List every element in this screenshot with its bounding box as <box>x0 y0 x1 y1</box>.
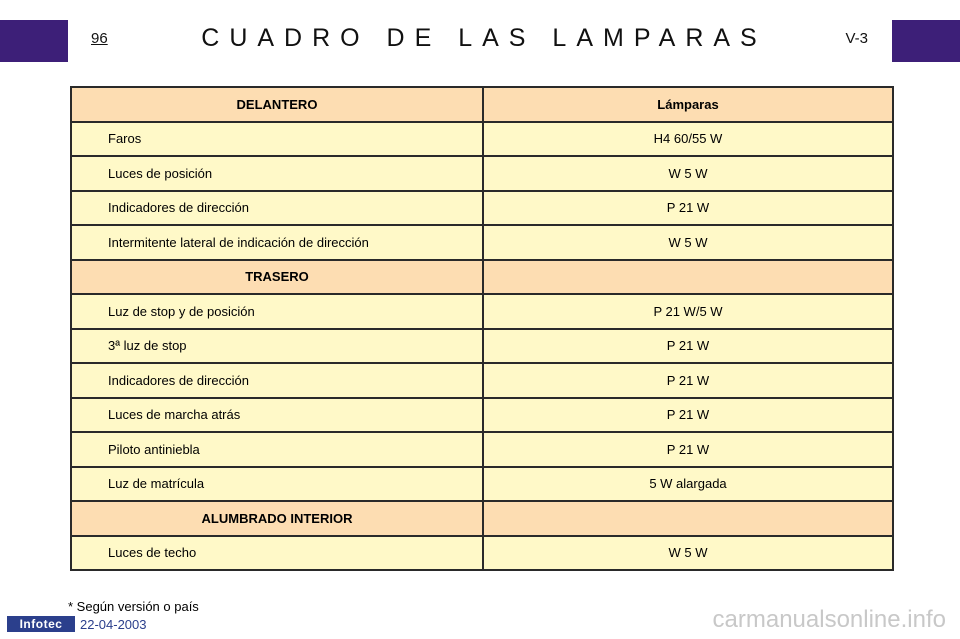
section-label <box>71 260 483 295</box>
page-title: CUADRO DE LAS LAMPARAS <box>201 24 767 52</box>
table-row <box>71 329 893 364</box>
lamp-type: P 21 W/5 W <box>483 294 893 329</box>
table-row <box>71 432 893 467</box>
table-row <box>71 398 893 433</box>
section-empty-cell <box>483 501 893 536</box>
edition-date: 22-04-2003 <box>80 617 147 632</box>
lamp-name: Luces de posición <box>71 156 483 191</box>
lamp-table <box>70 86 894 571</box>
lamp-type: W 5 W <box>483 225 893 260</box>
infotec-logo: Infotec <box>7 616 75 632</box>
lamp-type: P 21 W <box>483 363 893 398</box>
table-row <box>71 191 893 226</box>
lamp-name: Intermitente lateral de indicación de dirección <box>71 225 483 260</box>
lamp-name: Luz de stop y de posición <box>71 294 483 329</box>
section-label-text: ALUMBRADO INTERIOR <box>201 510 353 526</box>
page-number: 96 <box>91 30 108 47</box>
table-row <box>71 156 893 191</box>
lamp-name: Luces de techo <box>71 536 483 571</box>
lamp-type: P 21 W <box>483 191 893 226</box>
watermark: carmanualsonline.info <box>712 606 946 633</box>
section-code: V-3 <box>845 30 868 47</box>
lamp-type: P 21 W <box>483 398 893 433</box>
table-row <box>71 467 893 502</box>
table-row <box>71 294 893 329</box>
lamp-name: Faros <box>71 122 483 157</box>
table-row <box>71 225 893 260</box>
header-col1: DELANTERO <box>71 87 483 122</box>
lamp-name: Luz de matrícula <box>71 467 483 502</box>
section-label-text: TRASERO <box>245 269 309 285</box>
section-row-rear <box>71 260 893 295</box>
lamp-type: W 5 W <box>483 156 893 191</box>
table-row <box>71 122 893 157</box>
section-row-interior <box>71 501 893 536</box>
section-label <box>71 501 483 536</box>
header-col2: Lámparas <box>483 87 893 122</box>
lamp-name: Piloto antiniebla <box>71 432 483 467</box>
lamp-name: Luces de marcha atrás <box>71 398 483 433</box>
section-empty-cell <box>483 260 893 295</box>
lamp-type: P 21 W <box>483 329 893 364</box>
lamp-type: W 5 W <box>483 536 893 571</box>
table-row <box>71 363 893 398</box>
lamp-name: 3ª luz de stop <box>71 329 483 364</box>
lamp-type: 5 W alargada <box>483 467 893 502</box>
lamp-name: Indicadores de dirección <box>71 191 483 226</box>
lamp-type: P 21 W <box>483 432 893 467</box>
footnote: * Según versión o país <box>68 599 199 614</box>
table-row <box>71 536 893 571</box>
lamp-type: H4 60/55 W <box>483 122 893 157</box>
table-header-row <box>71 87 893 122</box>
lamp-name: Indicadores de dirección <box>71 363 483 398</box>
